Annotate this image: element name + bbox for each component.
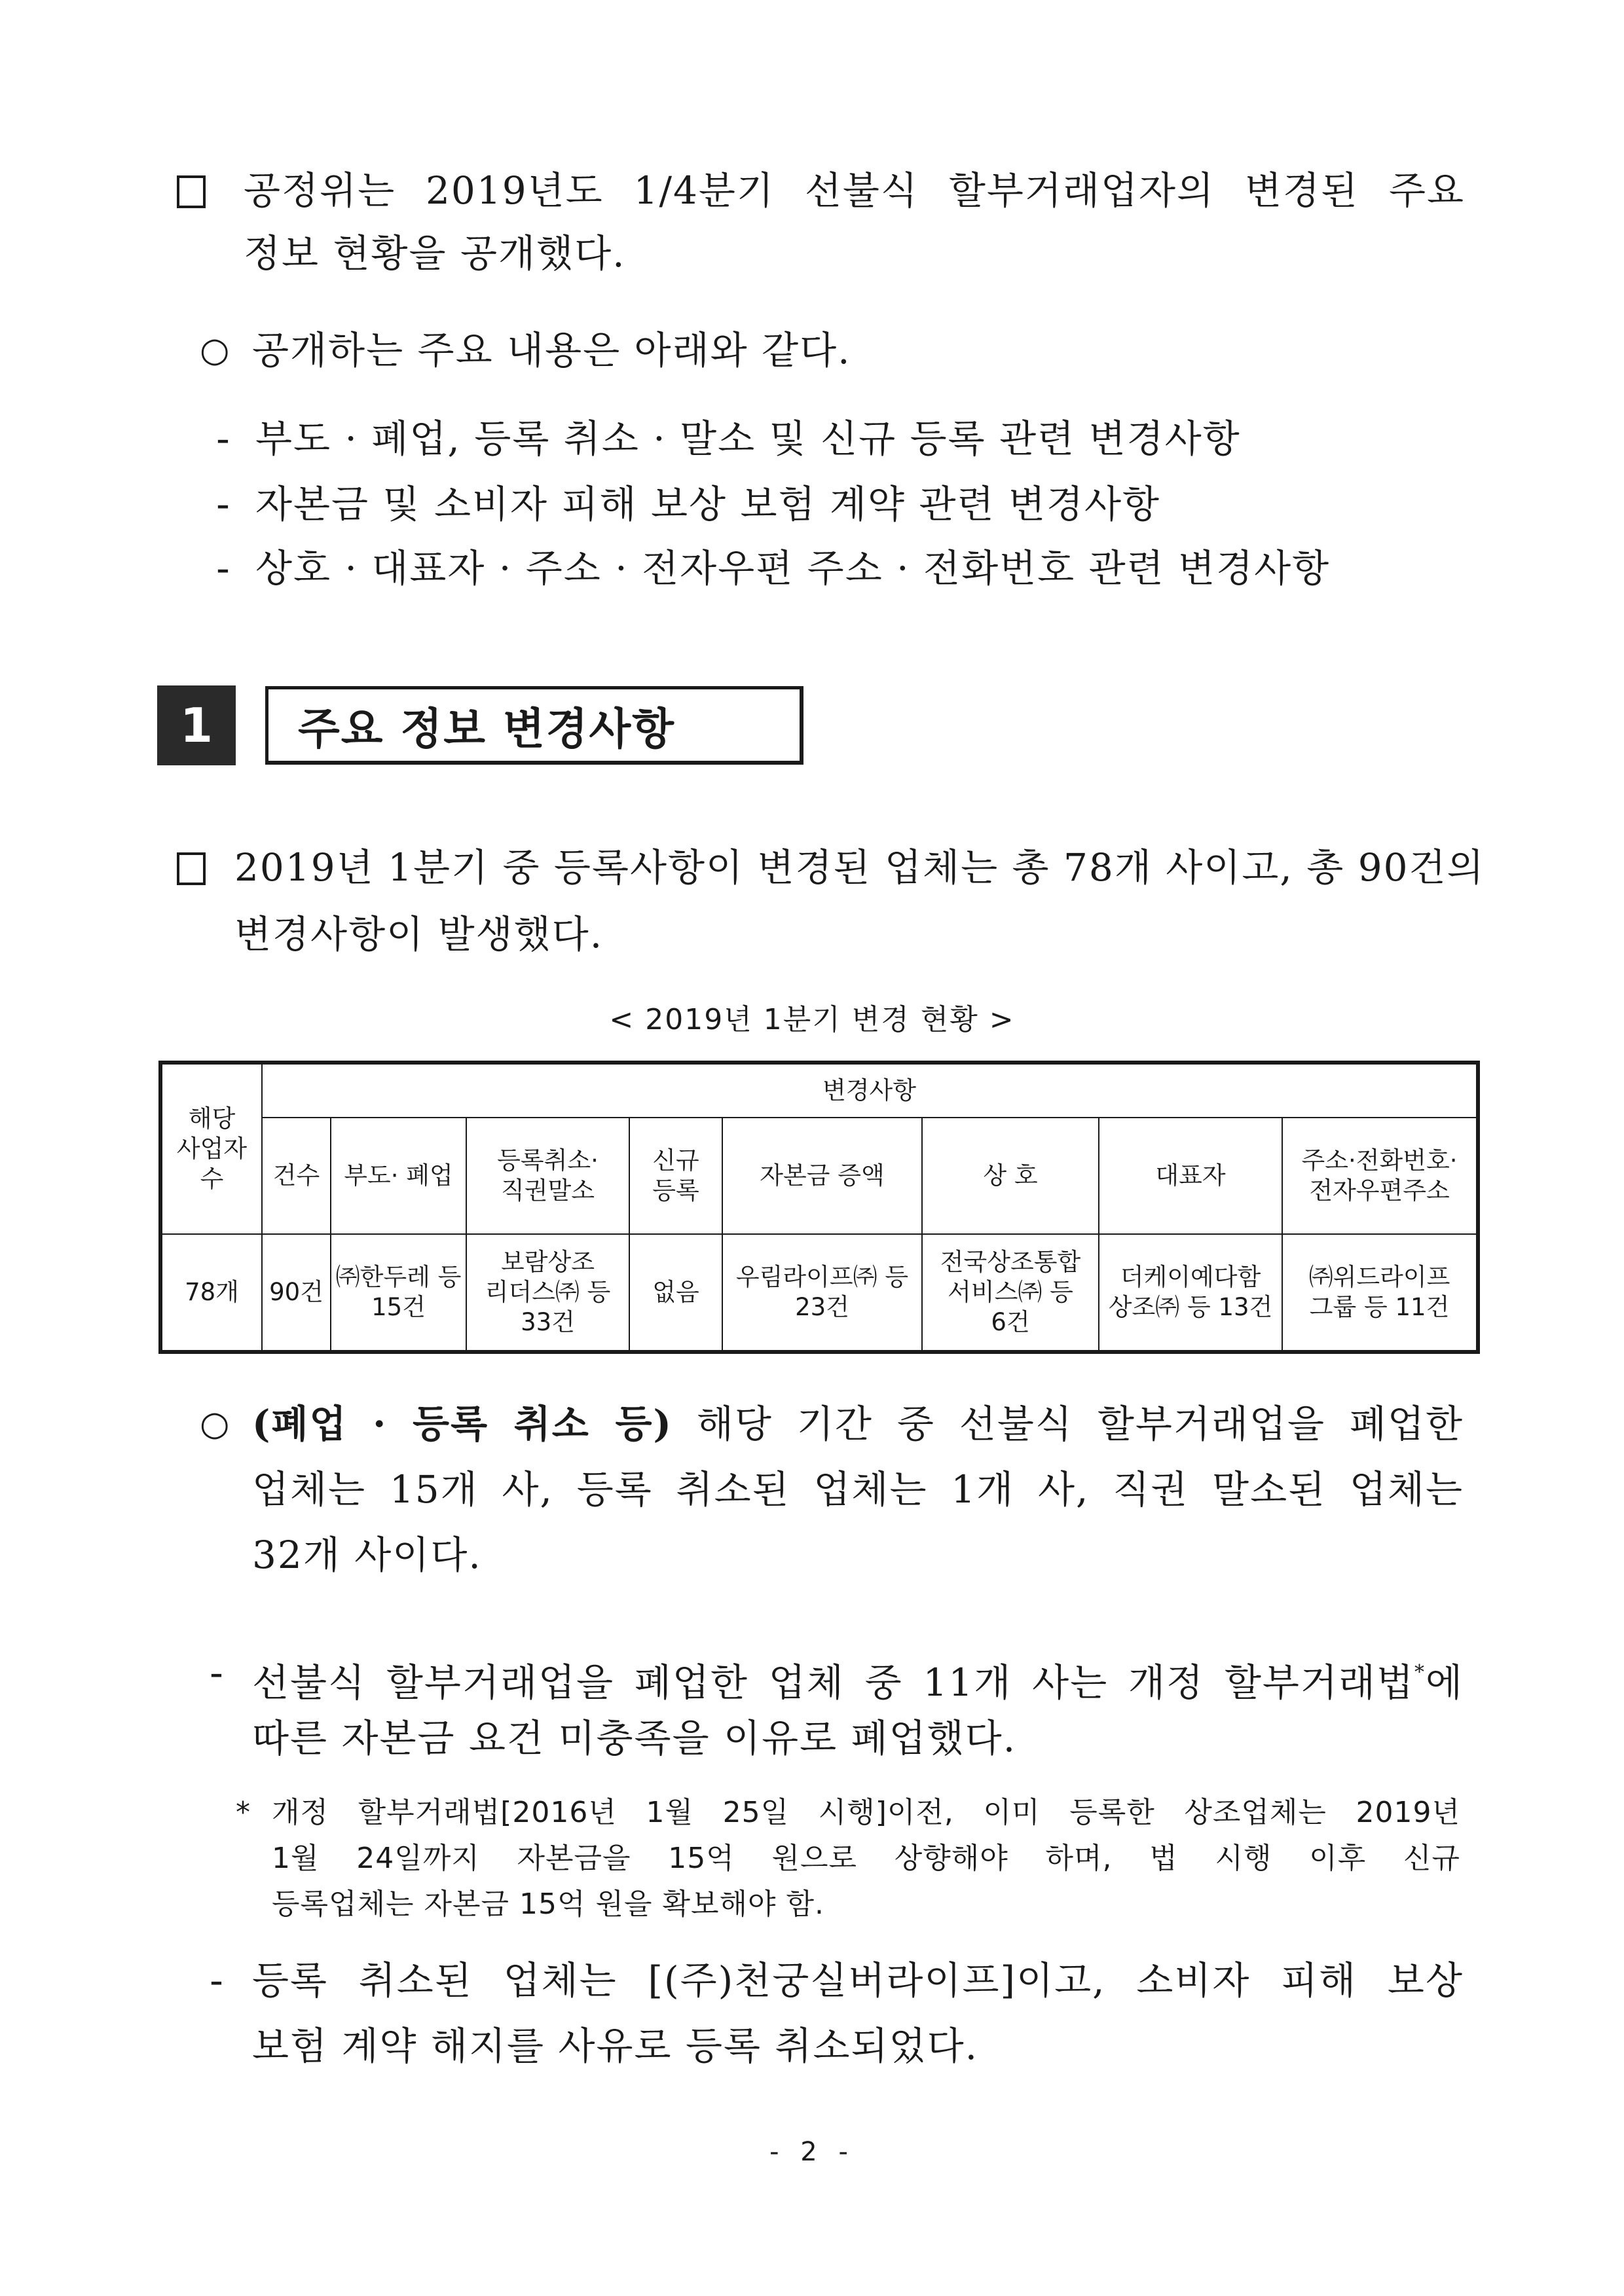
footnote-marker-star: * xyxy=(236,1796,251,1829)
header-address-contact: 주소·전화번호· 전자우편주소 xyxy=(1282,1118,1478,1234)
closure-label: (폐업 · 등록 취소 등) xyxy=(252,1402,673,1446)
detail2-line-1: 등록 취소된 업체는 [(주)천궁실버라이프]이고, 소비자 피해 보상 xyxy=(252,1958,1464,2003)
square-bullet-icon xyxy=(177,852,206,885)
square-bullet-icon xyxy=(177,175,206,208)
intro-item-1: 부도 · 폐업, 등록 취소 · 말소 및 신규 등록 관련 변경사항 xyxy=(255,416,1241,461)
closure-line-1-rest: 해당 기간 중 선불식 할부거래업을 폐업한 xyxy=(672,1402,1464,1446)
header-capital-increase: 자본금 증액 xyxy=(722,1118,922,1234)
dash-bullet-icon: - xyxy=(216,416,230,461)
section-number: 1 xyxy=(157,685,236,765)
circle-bullet-icon: ○ xyxy=(200,1404,230,1444)
cell-new-registration: 없음 xyxy=(629,1234,722,1352)
detail1-text: 선불식 할부거래업을 폐업한 업체 중 11개 사는 개정 할부거래법 xyxy=(252,1660,1414,1705)
detail1-line-1 xyxy=(252,1650,1464,1705)
intro-item-2: 자본금 및 소비자 피해 보상 보험 계약 관련 변경사항 xyxy=(255,482,1161,526)
header-bankruptcy-closure: 부도· 폐업 xyxy=(331,1118,466,1234)
cell-address-contact: ㈜위드라이프 그룹 등 11건 xyxy=(1282,1234,1478,1352)
footnote-marker: * xyxy=(1414,1661,1426,1684)
detail1-line-2: 따른 자본금 요건 미충족을 이유로 폐업했다. xyxy=(252,1716,1017,1760)
header-new-registration: 신규 등록 xyxy=(629,1118,722,1234)
intro-line-2: 정보 현황을 공개했다. xyxy=(244,231,626,276)
intro-sub-text: 공개하는 주요 내용은 아래와 같다. xyxy=(252,328,851,373)
header-cancellation: 등록취소· 직권말소 xyxy=(466,1118,629,1234)
summary-line-1: 2019년 1분기 중 등록사항이 변경된 업체는 총 78개 사이고, 총 90건의 xyxy=(234,845,1485,890)
header-changes-group: 변경사항 xyxy=(262,1063,1478,1118)
summary-line-2: 변경사항이 발생했다. xyxy=(234,912,604,957)
cell-cancellation: 보람상조 리더스㈜ 등 33건 xyxy=(466,1234,629,1352)
dash-bullet-icon: - xyxy=(216,546,230,591)
circle-bullet-icon: ○ xyxy=(200,331,230,370)
footnote-line-3: 등록업체는 자본금 15억 원을 확보해야 함. xyxy=(272,1887,824,1921)
footnote-line-1: 개정 할부거래법[2016년 1월 25일 시행]이전, 이미 등록한 상조업체는 2019년 xyxy=(272,1796,1460,1829)
closure-line-1 xyxy=(252,1401,1464,1447)
cell-representative: 더케이예다함 상조㈜ 등 13건 xyxy=(1099,1234,1282,1352)
header-cases: 건수 xyxy=(262,1118,331,1234)
header-representative: 대표자 xyxy=(1099,1118,1282,1234)
intro-item-3: 상호 · 대표자 · 주소 · 전자우편 주소 · 전화번호 관련 변경사항 xyxy=(255,546,1331,591)
section-title: 주요 정보 변경사항 xyxy=(265,686,803,765)
footnote-line-2: 1월 24일까지 자본금을 15억 원으로 상향해야 하며, 법 시행 이후 신규 xyxy=(272,1842,1460,1875)
detail2-line-2: 보험 계약 해지를 사유로 등록 취소되었다. xyxy=(252,2024,979,2068)
intro-line-1: 공정위는 2019년도 1/4분기 선불식 할부거래업자의 변경된 주요 xyxy=(244,168,1465,213)
cell-bankruptcy-closure: ㈜한두레 등 15건 xyxy=(331,1234,466,1352)
cell-cases: 90건 xyxy=(262,1234,331,1352)
closure-line-2: 업체는 15개 사, 등록 취소된 업체는 1개 사, 직권 말소된 업체는 xyxy=(252,1467,1464,1512)
table-caption: < 2019년 1분기 변경 현황 > xyxy=(609,1003,1015,1036)
closure-line-3: 32개 사이다. xyxy=(252,1533,482,1577)
cell-capital-increase: 우림라이프㈜ 등 23건 xyxy=(722,1234,922,1352)
change-status-table xyxy=(158,1061,1480,1354)
header-trade-name: 상 호 xyxy=(922,1118,1099,1234)
header-business-count: 해당 사업자 수 xyxy=(160,1063,262,1234)
table-row xyxy=(160,1234,1478,1352)
page-number: - 2 - xyxy=(769,2137,855,2167)
dash-bullet-icon: - xyxy=(216,482,230,526)
cell-trade-name: 전국상조통합 서비스㈜ 등 6건 xyxy=(922,1234,1099,1352)
dash-bullet-icon: - xyxy=(210,1958,223,2003)
dash-bullet-icon: - xyxy=(210,1650,223,1695)
detail1-text-end: 에 xyxy=(1425,1660,1464,1705)
cell-business-count: 78개 xyxy=(160,1234,262,1352)
